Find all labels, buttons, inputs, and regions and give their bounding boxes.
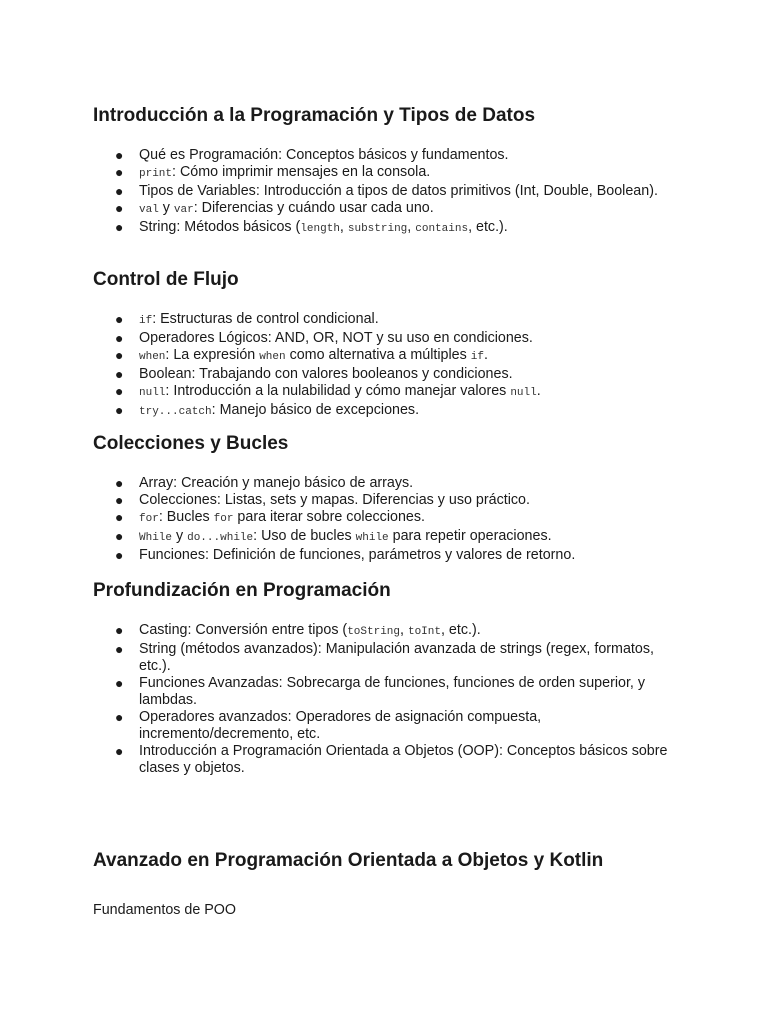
bullet-icon: ● [115,147,124,163]
inline-code: try...catch [139,406,212,418]
list-item-text: Qué es Programación: Conceptos básicos y fundamentos. [139,147,509,163]
inline-code: toInt [407,626,441,638]
list-item [93,709,683,743]
section-avanzado-poo [93,849,693,873]
section-heading: Control de Flujo [93,269,239,290]
inline-code: for [139,513,159,525]
bullet-icon: ● [115,164,124,180]
list-item [93,402,683,421]
bullet-icon: ● [115,528,124,544]
bullet-icon: ● [115,641,124,657]
bullet-icon: ● [115,622,124,638]
list-item-text: Operadores avanzados: Operadores de asignación compuesta, incremento/decremento, etc. [139,709,542,742]
list-item-text: como alternativa a múltiples [285,347,471,363]
bullet-list [93,311,683,421]
list-item-text: . [483,347,488,363]
bullet-icon: ● [115,743,124,759]
inline-code: var [173,204,194,216]
section-control-flujo [93,268,693,292]
list-item [93,347,683,366]
list-item-text: : Bucles [158,509,214,525]
inline-code: substring [347,223,408,235]
list-item [93,330,683,347]
inline-code: toString [347,626,401,638]
list-item [93,622,683,641]
section-heading: Colecciones y Bucles [93,433,289,454]
list-item-text: Casting: Conversión entre tipos ( [139,622,348,638]
bullet-list [93,622,683,777]
inline-code: for [213,513,234,525]
list-item [93,383,683,402]
bullet-list [93,475,683,564]
list-item-text: Colecciones: Listas, sets y mapas. Diferencias y uso práctico. [139,492,530,508]
bullet-icon: ● [115,492,124,508]
paragraph-fundamentos-poo: Fundamentos de POO [93,902,237,918]
list-item-text: , etc.). [440,622,481,638]
bullet-icon: ● [115,547,124,563]
bullet-icon: ● [115,475,124,491]
section-heading: Introducción a la Programación y Tipos de Datos [93,105,536,126]
list-item-text: , [400,622,408,638]
list-item-text: para iterar sobre colecciones. [233,509,425,525]
list-item-text: , etc.). [468,219,508,235]
list-item [93,219,683,238]
section-heading: Avanzado en Programación Orientada a Objetos y Kotlin [93,850,604,871]
list-item [93,492,683,509]
inline-code: if [470,351,484,363]
list-item [93,675,683,709]
list-item-text: . [536,383,541,399]
bullet-icon: ● [115,402,124,418]
inline-code: length [300,223,340,235]
list-item-text: Operadores Lógicos: AND, OR, NOT y su uso en condiciones. [139,330,533,346]
list-item-text: Boolean: Trabajando con valores booleanos y condiciones. [139,366,513,382]
list-item-text: y [158,200,174,216]
inline-code: if [139,315,153,327]
inline-code: while [355,532,389,544]
list-item-text: Array: Creación y manejo básico de arrays. [139,475,414,491]
bullet-icon: ● [115,366,124,382]
list-item-text: , [407,219,416,235]
inline-code: when [139,351,166,363]
list-item [93,509,683,528]
inline-code: when [259,351,286,363]
inline-code: While [139,532,173,544]
list-item-text: : Uso de bucles [253,528,356,544]
list-item-text: Tipos de Variables: Introducción a tipos de datos primitivos (Int, Double, Boolean). [139,183,658,199]
list-item-text: Introducción a Programación Orientada a Objetos (OOP): Conceptos básicos sobre clases y objetos. [139,743,668,776]
section-profundizacion [93,579,693,603]
inline-code: do...while [187,532,254,544]
bullet-icon: ● [115,347,124,363]
inline-code: null [139,387,166,399]
inline-code: val [139,204,159,216]
list-item-text: Funciones Avanzadas: Sobrecarga de funciones, funciones de orden superior, y lambdas. [139,675,646,708]
list-item-text: Funciones: Definición de funciones, parámetros y valores de retorno. [139,547,576,563]
list-item-text: , [339,219,348,235]
list-item-text: String (métodos avanzados): Manipulación avanzada de strings (regex, formatos, etc.). [139,641,654,674]
list-item [93,475,683,492]
bullet-icon: ● [115,311,124,327]
bullet-icon: ● [115,330,124,346]
list-item [93,311,683,330]
list-item-text: : Cómo imprimir mensajes en la consola. [172,164,431,180]
list-item-text: : Estructuras de control condicional. [152,311,379,327]
bullet-icon: ● [115,675,124,691]
list-item [93,641,683,675]
list-item-text: y [172,528,188,544]
list-item [93,200,683,219]
list-item [93,183,683,200]
inline-code: null [510,387,537,399]
list-item-text: para repetir operaciones. [388,528,552,544]
list-item-text: String: Métodos básicos ( [139,219,301,235]
list-item-text: : Diferencias y cuándo usar cada uno. [193,200,434,216]
bullet-icon: ● [115,200,124,216]
list-item [93,147,683,164]
list-item [93,743,683,777]
section-colecciones [93,432,693,456]
bullet-icon: ● [115,183,124,199]
list-item-text: : Introducción a la nulabilidad y cómo manejar valores [165,383,511,399]
bullet-icon: ● [115,709,124,725]
list-item [93,164,683,183]
bullet-icon: ● [115,383,124,399]
list-item-text: : La expresión [165,347,260,363]
inline-code: print [139,168,173,180]
inline-code: contains [415,223,469,235]
section-intro [93,104,693,128]
list-item [93,528,683,547]
list-item [93,547,683,564]
list-item-text: : Manejo básico de excepciones. [211,402,420,418]
list-item [93,366,683,383]
bullet-icon: ● [115,509,124,525]
bullet-list [93,147,683,238]
section-heading: Profundización en Programación [93,580,391,601]
bullet-icon: ● [115,219,124,235]
